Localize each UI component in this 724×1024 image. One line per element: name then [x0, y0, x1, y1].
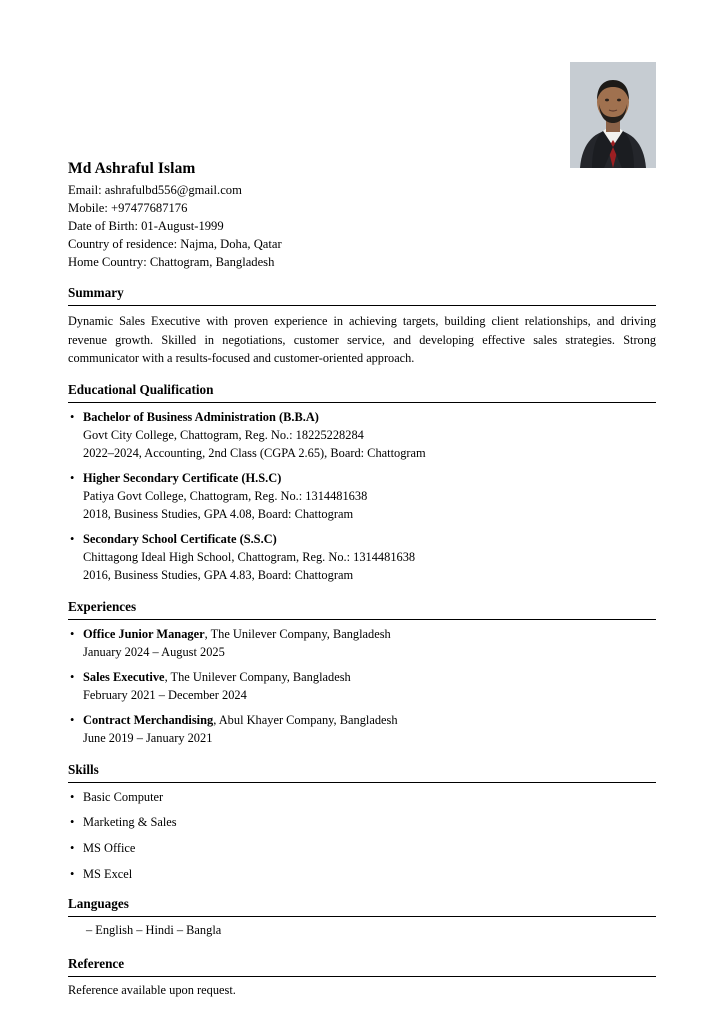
experience-role: Office Junior Manager [83, 626, 205, 641]
summary-text: Dynamic Sales Executive with proven experience in achieving targets, building client relationships, and driving revenue growth. Skilled in negotiations, customer service, and developing effective sales strategies. Strong communicator with a results-focused and customer-oriented approach. [68, 314, 656, 366]
education-list [68, 409, 656, 585]
education-institution: Chittagong Ideal High School, Chattogram, Reg. No.: 1314481638 [83, 549, 416, 564]
list-item [68, 409, 656, 463]
list-item [68, 712, 656, 748]
contact-block [68, 182, 656, 271]
skills-list [68, 789, 656, 883]
education-degree: Bachelor of Business Administration (B.B.A) [83, 409, 319, 424]
section-title-experiences: Experiences [68, 598, 137, 614]
list-item: • MS Excel [68, 866, 656, 883]
experience-dates: January 2024 – August 2025 [83, 644, 225, 659]
experience-role: Sales Executive [83, 669, 165, 684]
list-item: • Marketing & Sales [68, 814, 656, 831]
list-item: • Basic Computer [68, 789, 656, 806]
experience-company: , Abul Khayer Company, Bangladesh [213, 712, 398, 727]
education-details: 2022–2024, Accounting, 2nd Class (CGPA 2.65), Board: Chattogram [83, 445, 426, 460]
page-title: Md Ashraful Islam [68, 160, 196, 177]
list-item [68, 669, 656, 705]
section-divider [68, 976, 656, 977]
section-title-skills: Skills [68, 761, 99, 777]
languages-text: – English – Hindi – Bangla [86, 923, 222, 938]
section-divider [68, 619, 656, 620]
contact-email: Email: ashrafulbd556@gmail.com [68, 183, 242, 198]
section-title-reference: Reference [68, 956, 125, 972]
education-degree: Higher Secondary Certificate (H.S.C) [83, 470, 282, 485]
section-title-summary: Summary [68, 285, 124, 301]
education-institution: Patiya Govt College, Chattogram, Reg. No.: 1314481638 [83, 488, 368, 503]
section-divider [68, 402, 656, 403]
section-divider [68, 782, 656, 783]
list-item [68, 626, 656, 662]
list-item [68, 531, 656, 585]
experience-dates: June 2019 – January 2021 [83, 730, 213, 745]
section-divider [68, 916, 656, 917]
section-title-languages: Languages [68, 896, 129, 912]
experience-list [68, 626, 656, 748]
contact-home-country: Home Country: Chattogram, Bangladesh [68, 254, 275, 269]
experience-role: Contract Merchandising [83, 712, 214, 727]
education-details: 2016, Business Studies, GPA 4.83, Board: Chattogram [83, 567, 354, 582]
education-details: 2018, Business Studies, GPA 4.08, Board: Chattogram [83, 506, 354, 521]
contact-dob: Date of Birth: 01-August-1999 [68, 218, 224, 233]
section-divider [68, 305, 656, 306]
education-degree: Secondary School Certificate (S.S.C) [83, 531, 277, 546]
experience-dates: February 2021 – December 2024 [83, 687, 247, 702]
list-item [68, 470, 656, 524]
education-institution: Govt City College, Chattogram, Reg. No.: 18225228284 [83, 427, 364, 442]
contact-residence: Country of residence: Najma, Doha, Qatar [68, 236, 282, 251]
list-item: • MS Office [68, 840, 656, 857]
reference-text: Reference available upon request. [68, 983, 236, 998]
resume-content [68, 56, 656, 998]
section-title-education: Educational Qualification [68, 381, 214, 397]
experience-company: , The Unilever Company, Bangladesh [204, 626, 391, 641]
experience-company: , The Unilever Company, Bangladesh [164, 669, 351, 684]
contact-mobile: Mobile: +97477687176 [68, 200, 188, 215]
